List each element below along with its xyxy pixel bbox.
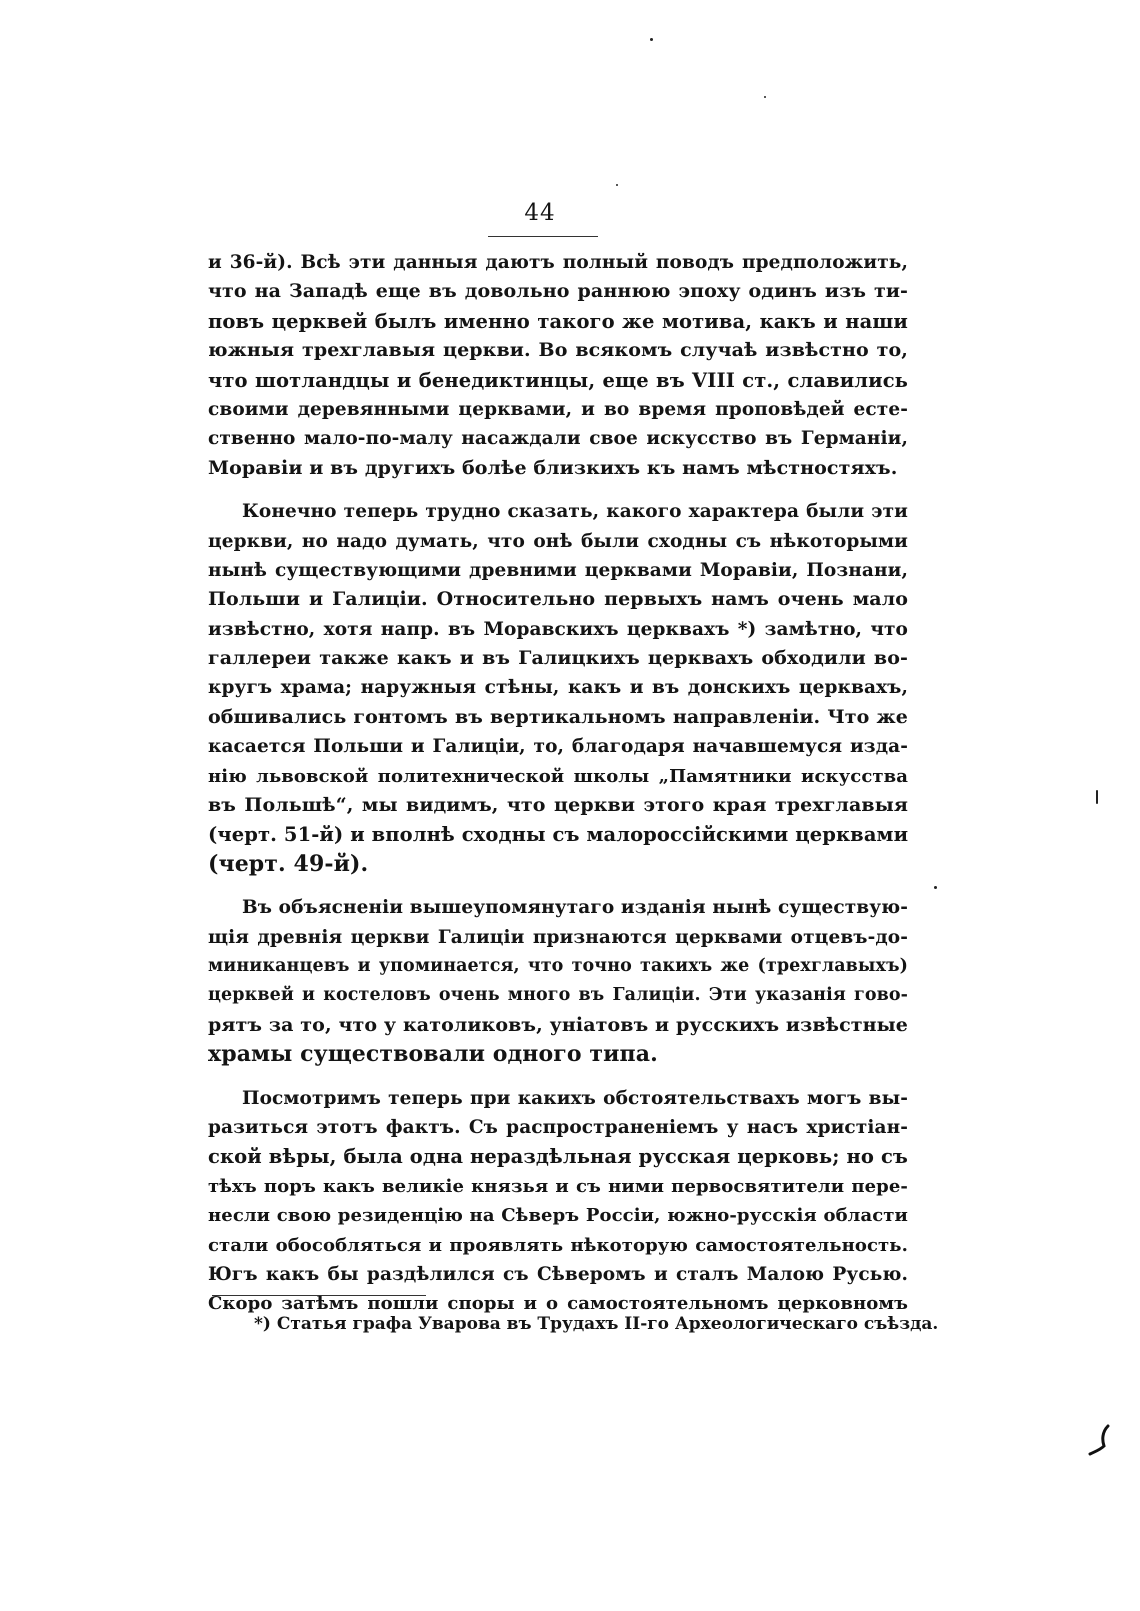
text-line: обшивались гонтомъ въ вертикальномъ направленіи. Что же	[208, 705, 908, 728]
text-line: кругъ храма; наружныя стѣны, какъ и въ донскихъ церквахъ,	[208, 677, 908, 699]
text-line: южныя трехглавыя церкви. Во всякомъ случаѣ извѣстно то,	[208, 339, 908, 362]
text-line: храмы существовали одного типа.	[208, 1041, 658, 1068]
text-line: Скоро затѣмъ пошли споры и о самостоятельномъ церковномъ	[208, 1293, 908, 1315]
paragraph-1	[208, 248, 908, 483]
text-line: Моравіи и въ другихъ болѣе близкихъ къ намъ мѣстностяхъ.	[208, 456, 898, 479]
paragraph-2	[208, 497, 908, 879]
text-line: церквей и костеловъ очень много въ Галиціи. Эти указанія гово-	[208, 985, 908, 1006]
page-number: 44	[524, 200, 556, 226]
text-line: что на Западѣ еще въ довольно раннюю эпоху одинъ изъ ти-	[208, 280, 908, 303]
text-line: щія древнія церкви Галиціи признаются церквами отцевъ-до-	[208, 926, 908, 948]
text-line: несли свою резиденцію на Сѣверъ Россіи, южно-русскія области	[208, 1205, 908, 1227]
scan-speck	[650, 38, 653, 41]
margin-ink-mark	[1088, 1424, 1110, 1460]
text-line: миниканцевъ и упоминается, что точно такихъ же (трехглавыхъ)	[208, 955, 908, 976]
text-line: и 36-й). Всѣ эти данныя даютъ полный поводъ предположить,	[208, 252, 908, 273]
text-line: галлереи также какъ и въ Галицкихъ церквахъ обходили во-	[208, 647, 908, 670]
text-line: повъ церквей былъ именно такого же мотива, какъ и наши	[208, 309, 908, 333]
text-line: Въ объясненіи вышеупомянутаго изданія нынѣ существую-	[242, 897, 908, 919]
scan-speck	[934, 886, 937, 889]
text-line: разиться этотъ фактъ. Съ распространеніемъ у насъ христіан-	[208, 1116, 908, 1138]
body-text	[208, 248, 908, 1333]
text-line: Конечно теперь трудно сказать, какого характера были эти	[242, 501, 908, 523]
text-line: Польши и Галиціи. Относительно первыхъ намъ очень мало	[208, 588, 908, 611]
text-line: нію львовской политехнической школы „Памятники искусства	[208, 765, 908, 787]
text-line: извѣстно, хотя напр. въ Моравскихъ церквахъ *) замѣтно, что	[208, 618, 908, 640]
scan-speck	[764, 96, 766, 98]
text-line: нынѣ существующими древними церквами Моравіи, Познани,	[208, 559, 908, 581]
text-line: церкви, но надо думать, что онѣ были сходны съ нѣкоторыми	[208, 530, 908, 552]
text-line: что шотландцы и бенедиктинцы, еще въ VIII ст., славились	[208, 368, 908, 392]
scan-speck	[616, 184, 618, 186]
text-line: стали обособляться и проявлять нѣкоторую самостоятельность.	[208, 1234, 908, 1256]
scan-speck	[1096, 790, 1098, 804]
text-line: (черт. 49-й).	[208, 850, 369, 877]
text-line: тѣхъ поръ какъ великіе князья и съ ними первосвятители пере-	[208, 1175, 908, 1197]
text-line: (черт. 51-й) и вполнѣ сходны съ малороссійскими церквами	[208, 823, 909, 847]
paragraph-4	[208, 1084, 908, 1319]
text-line: Посмотримъ теперь при какихъ обстоятельствахъ могъ вы-	[242, 1087, 908, 1109]
footnote: *) Статья графа Уварова въ Трудахъ II-го Археологическаго съѣзда.	[254, 1314, 939, 1334]
paragraph-3	[208, 893, 908, 1069]
text-line: рятъ за то, что у католиковъ, уніатовъ и русскихъ извѣстные	[208, 1013, 908, 1036]
text-line: Югъ какъ бы раздѣлился съ Сѣверомъ и сталъ Малою Русью.	[208, 1263, 908, 1285]
text-line: въ Польшѣ“, мы видимъ, что церкви этого края трехглавыя	[208, 794, 908, 817]
footnote-rule	[212, 1295, 426, 1296]
text-line: своими деревянными церквами, и во время проповѣдей есте-	[208, 398, 908, 420]
header-rule	[488, 236, 598, 237]
text-line: ской вѣры, была одна нераздѣльная русская церковь; но съ	[208, 1145, 908, 1169]
text-line: ственно мало-по-малу насаждали свое искусство въ Германіи,	[208, 428, 908, 450]
text-line: касается Польши и Галиціи, то, благодаря начавшемуся изда-	[208, 736, 908, 758]
